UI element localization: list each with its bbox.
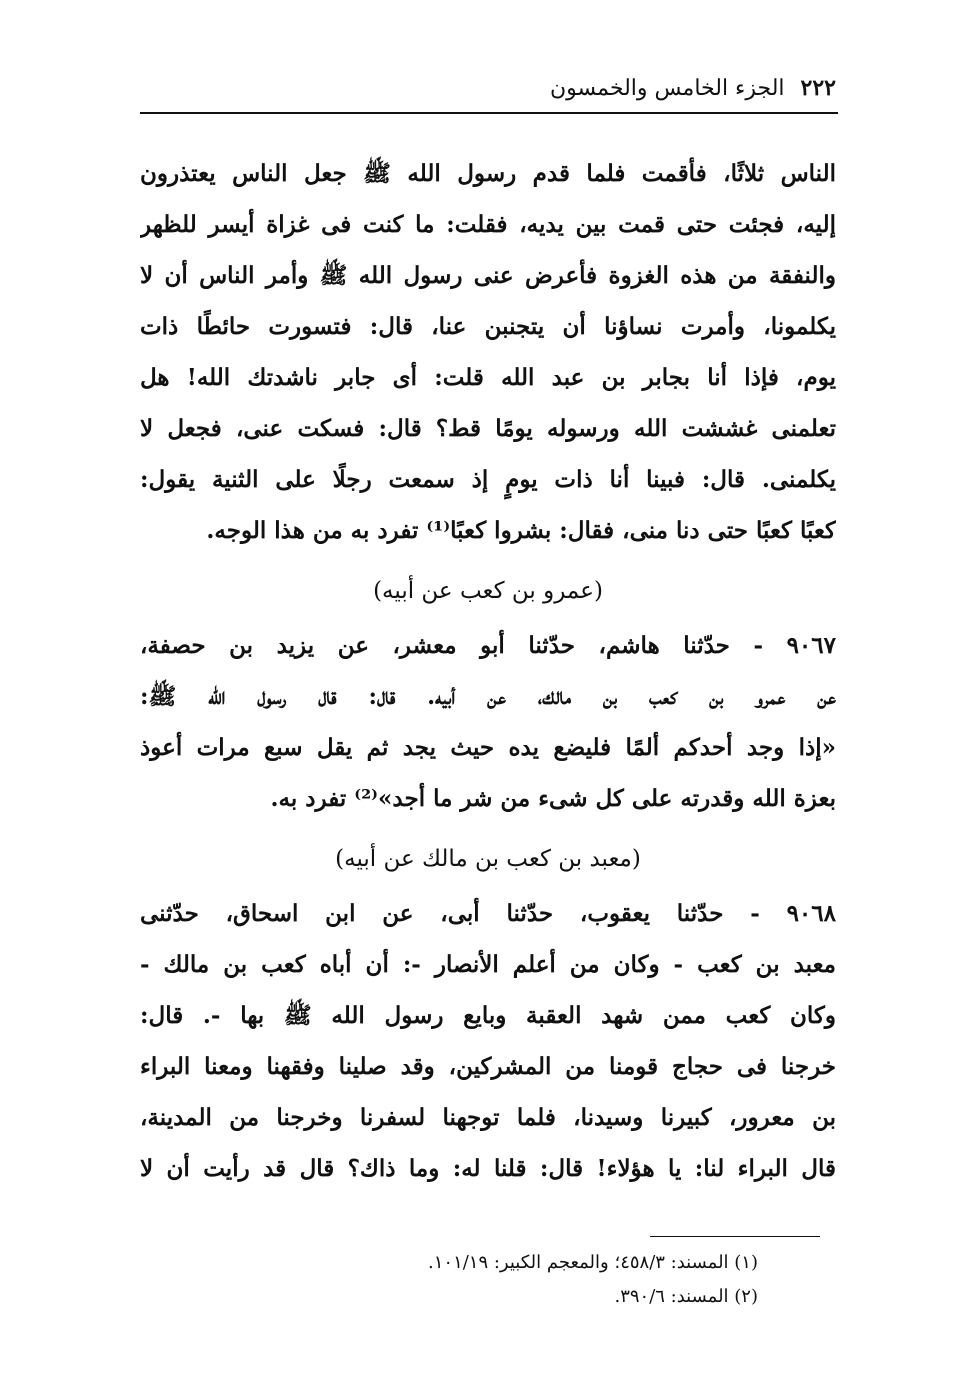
footnote: (٢) المسند: ٣٩٠/٦. [614, 1286, 758, 1307]
hadith-line: خرجنا فى حجاج قومنا من المشركين، وقد صلينا وفقهنا ومعنا البراء [140, 1053, 836, 1080]
footnote: (١) المسند: ٤٥٨/٣؛ والمعجم الكبير: ١٠١/١٩. [428, 1252, 758, 1273]
page-number: ٢٢٢ [800, 75, 836, 101]
hadith-line: «إذا وجد أحدكم ألمًا فليضع يده حيث يجد ثم يقل سبع مرات أعوذ [140, 734, 836, 761]
section-heading: (عمرو بن كعب عن أبيه) [373, 578, 603, 604]
hadith-line: معبد بن كعب - وكان من أعلم الأنصار -: أن أباه كعب بن مالك - [140, 951, 836, 978]
footnotes [428, 1246, 758, 1314]
hadith-line: بعزة الله وقدرته على كل شىء من شر ما أجد»⁽²⁾ تفرد به. [270, 785, 836, 812]
hadith-line: قال البراء لنا: يا هؤلاء! قال: قلنا له: وما ذاك؟ قال قد رأيت أن لا [140, 1155, 836, 1182]
text-line: يوم، فإذا أنا بجابر بن عبد الله قلت: أى جابر ناشدتك الله! هل [140, 364, 836, 391]
hadith-line: وكان كعب ممن شهد العقبة وبايع رسول الله ﷺ بها -. قال: [140, 1002, 836, 1029]
text-line: كعبًا كعبًا حتى دنا منى، فقال: بشروا كعبًا⁽¹⁾ تفرد به من هذا الوجه. [206, 517, 836, 544]
text-line: تعلمنى غششت الله ورسوله يومًا قط؟ قال: فسكت عنى، فجعل لا [140, 415, 836, 442]
text-line: يكلمونا، وأمرت نساؤنا أن يتجنبن عنا، قال: فتسورت حائطًا ذات [140, 313, 836, 340]
text-line: يكلمنى. قال: فبينا أنا ذات يومٍ إذ سمعت رجلًا على الثنية يقول: [140, 466, 836, 493]
section-heading: (معبد بن كعب بن مالك عن أبيه) [335, 846, 641, 872]
hadith-line: بن معرور، كبيرنا وسيدنا، فلما توجهنا لسفرنا وخرجنا من المدينة، [140, 1104, 836, 1131]
header-title: الجزء الخامس والخمسون [550, 75, 785, 101]
text-line: والنفقة من هذه الغزوة فأعرض عنى رسول الله ﷺ وأمر الناس أن لا [140, 262, 836, 289]
header-rule [140, 112, 838, 114]
body-text [140, 148, 836, 1194]
hadith-line: ٩٠٦٧ - حدّثنا هاشم، حدّثنا أبو معشر، عن يزيد بن حصفة، [140, 632, 836, 659]
footnote-rule [650, 1236, 820, 1237]
hadith-line: ٩٠٦٨ - حدّثنا يعقوب، حدّثنا أبى، عن ابن اسحاق، حدّثنى [140, 900, 836, 927]
running-header [140, 68, 836, 108]
text-line: إليه، فجئت حتى قمت بين يديه، فقلت: ما كنت فى غزاة أيسر للظهر [140, 211, 836, 238]
hadith-line: عن عمرو بن كعب بن مالك، عن أبيه. قال: قال رسول الله ﷺ: [140, 683, 836, 710]
text-line: الناس ثلاثًا، فأقمت فلما قدم رسول الله ﷺ جعل الناس يعتذرون [140, 160, 836, 187]
